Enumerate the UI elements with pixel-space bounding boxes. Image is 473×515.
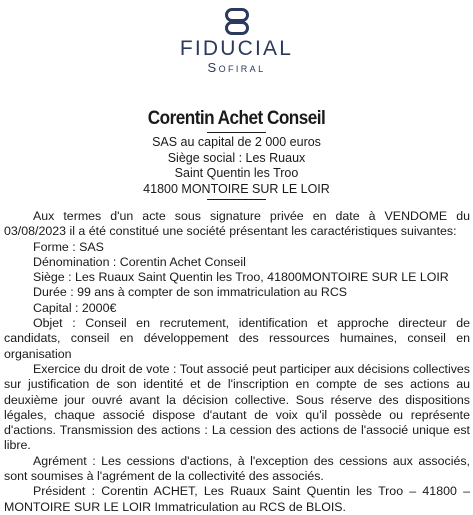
city-line: Saint Quentin les Troo <box>174 166 299 180</box>
denomination-line: Dénomination : Corentin Achet Conseil <box>33 254 246 269</box>
capital-line: SAS au capital de 2 000 euros <box>152 135 321 149</box>
company-details <box>0 135 473 197</box>
objet-paragraph: Objet : Conseil en recrutement, identification et approche directeur de candidats, conseil en développement des ressources humaines, conseil en organisation <box>4 316 470 361</box>
intro-paragraph: Aux termes d'un acte sous signature privée en date à VENDOME du 03/08/2023 il a été constitué une société présentant les caractéristiques suivantes: <box>4 209 470 239</box>
forme-line: Forme : SAS <box>33 239 104 254</box>
fiducial-logo-icon <box>225 8 249 35</box>
fiducial-logo <box>0 8 473 35</box>
logo-subname: Sofiral <box>207 60 266 75</box>
logo-name: FIDUCIAL <box>179 37 294 60</box>
notice-body <box>4 209 470 515</box>
title-divider-bottom <box>207 199 266 200</box>
capital-paragraph: Capital : 2000€ <box>33 300 117 315</box>
siege-line: Siège social : Les Ruaux <box>167 150 306 165</box>
duree-line: Durée : 99 ans à compter de son immatriculation au RCS <box>33 285 348 300</box>
postal-line: 41800 MONTOIRE SUR LE LOIR <box>143 181 330 196</box>
siege-paragraph: Siège : Les Ruaux Saint Quentin les Troo, 41800MONTOIRE SUR LE LOIR <box>33 270 449 285</box>
company-name: Corentin Achet Conseil <box>147 107 326 129</box>
vote-paragraph: Exercice du droit de vote : Tout associé peut participer aux décisions collectives sur justification de son identité et de l'inscription en compte de ses actions au deuxième jour ouvré avant la décision collective. Sous réserve des dispositions légales, chaque associé dispose d'autant de voix qu'il possède ou représente d'actions. Transmission des actions : La cession des actions de l'associé unique est libre. <box>4 361 470 453</box>
agrement-paragraph: Agrément : Les cessions d'actions, à l'exception des cessions aux associés, sont soumises à l'agrément de la collectivité des associés. <box>4 453 470 484</box>
president-paragraph: Président : Corentin ACHET, Les Ruaux Saint Quentin les Troo – 41800 – MONTOIRE SUR LE LOIR Immatriculation au RCS de BLOIS. <box>4 484 470 514</box>
title-divider-top <box>207 132 266 133</box>
